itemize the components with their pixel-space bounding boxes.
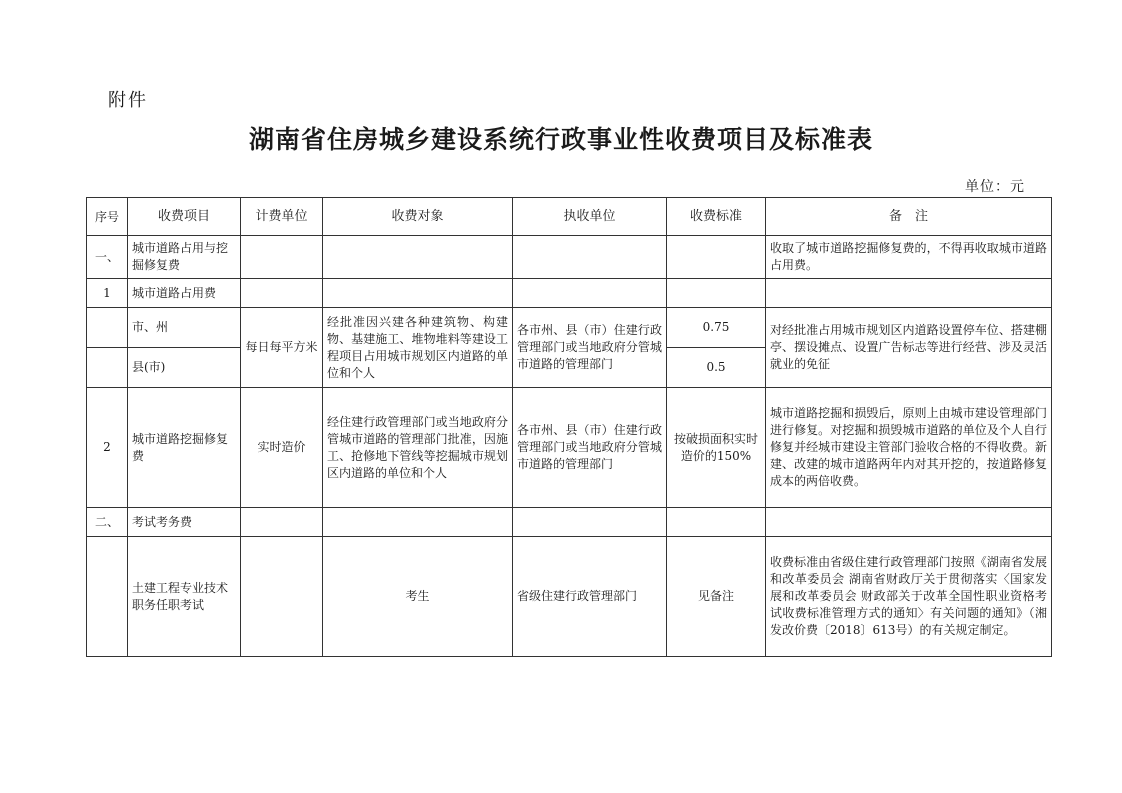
cell-note	[766, 279, 1052, 308]
cell-collector	[513, 279, 667, 308]
cell-target	[323, 279, 513, 308]
cell-note: 收取了城市道路挖掘修复费的，不得再收取城市道路占用费。	[766, 236, 1052, 279]
column-header-item: 收费项目	[128, 198, 241, 236]
column-header-seq: 序号	[87, 198, 128, 236]
fee-table	[86, 197, 1052, 657]
cell-seq	[87, 348, 128, 388]
cell-standard	[667, 236, 766, 279]
cell-standard	[667, 279, 766, 308]
cell-collector: 各市州、县（市）住建行政管理部门或当地政府分管城市道路的管理部门	[513, 388, 667, 508]
cell-seq: 一、	[87, 236, 128, 279]
cell-note: 对经批准占用城市规划区内道路设置停车位、搭建棚亭、摆设摊点、设置广告标志等进行经营、涉及灵活就业的免征	[766, 308, 1052, 388]
cell-item: 县(市)	[128, 348, 241, 388]
document-title: 湖南省住房城乡建设系统行政事业性收费项目及标准表	[248, 125, 873, 154]
table-header-row	[87, 198, 1052, 236]
cell-unit: 实时造价	[241, 388, 323, 508]
column-header-target: 收费对象	[323, 198, 513, 236]
cell-target	[323, 508, 513, 537]
cell-item: 城市道路占用与挖掘修复费	[128, 236, 241, 279]
cell-standard	[667, 508, 766, 537]
cell-collector: 省级住建行政管理部门	[513, 537, 667, 657]
cell-seq	[87, 537, 128, 657]
cell-target: 经批准因兴建各种建筑物、构建物、基建施工、堆物堆料等建设工程项目占用城市规划区内道路的单位和个人	[323, 308, 513, 388]
table-row	[87, 388, 1052, 508]
cell-unit	[241, 279, 323, 308]
column-header-standard: 收费标准	[667, 198, 766, 236]
cell-note: 城市道路挖掘和损毁后，原则上由城市建设管理部门进行修复。对挖掘和损毁城市道路的单位及个人自行修复并经城市建设主管部门验收合格的不得收费。新建、改建的城市道路两年内对其开挖的，按道路修复成本的两倍收费。	[766, 388, 1052, 508]
cell-unit	[241, 537, 323, 657]
cell-target	[323, 236, 513, 279]
cell-collector	[513, 508, 667, 537]
cell-collector	[513, 236, 667, 279]
cell-item: 市、州	[128, 308, 241, 348]
cell-collector: 各市州、县（市）住建行政管理部门或当地政府分管城市道路的管理部门	[513, 308, 667, 388]
cell-target: 经住建行政管理部门或当地政府分管城市道路的管理部门批准，因施工、抢修地下管线等挖掘城市规划区内道路的单位和个人	[323, 388, 513, 508]
cell-seq: 2	[87, 388, 128, 508]
cell-standard: 见备注	[667, 537, 766, 657]
cell-unit	[241, 508, 323, 537]
cell-unit: 每日每平方米	[241, 308, 323, 388]
cell-item: 考试考务费	[128, 508, 241, 537]
column-header-note: 备 注	[766, 198, 1052, 236]
table-row	[87, 537, 1052, 657]
table-row	[87, 279, 1052, 308]
table-row	[87, 508, 1052, 537]
cell-item: 土建工程专业技术职务任职考试	[128, 537, 241, 657]
table-row	[87, 236, 1052, 279]
cell-note: 收费标准由省级住建行政管理部门按照《湖南省发展和改革委员会 湖南省财政厅关于贯彻落实〈国家发展和改革委员会 财政部关于改革全国性职业资格考试收费标准管理方式的通知〉有关问题的通知》（湘发改价费〔2018〕613号）的有关规定制定。	[766, 537, 1052, 657]
cell-standard: 0.5	[667, 348, 766, 388]
cell-note	[766, 508, 1052, 537]
cell-target: 考生	[323, 537, 513, 657]
column-header-unit: 计费单位	[241, 198, 323, 236]
table-row	[87, 308, 1052, 348]
cell-seq: 二、	[87, 508, 128, 537]
cell-seq	[87, 308, 128, 348]
unit-label: 单位：元	[965, 179, 1025, 195]
cell-standard: 0.75	[667, 308, 766, 348]
cell-item: 城市道路占用费	[128, 279, 241, 308]
column-header-collector: 执收单位	[513, 198, 667, 236]
cell-unit	[241, 236, 323, 279]
cell-seq: 1	[87, 279, 128, 308]
cell-standard: 按破损面积实时造价的150%	[667, 388, 766, 508]
attachment-label: 附件	[108, 90, 148, 111]
cell-item: 城市道路挖掘修复费	[128, 388, 241, 508]
